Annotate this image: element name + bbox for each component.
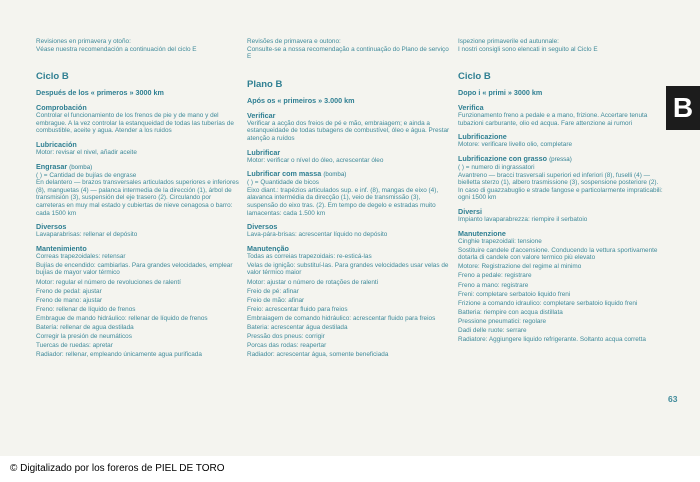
section-lubrication: [247, 148, 452, 165]
section-title: Diversi: [458, 206, 482, 216]
section-maintenance: [458, 229, 663, 344]
list-item: Radiatore: Aggiungere liquido refrigerante. Soltanto acqua corretta: [458, 336, 646, 344]
section-check: [36, 103, 241, 135]
section-title: Lubrificar: [247, 147, 281, 157]
section-title-text: Engrasar: [36, 161, 68, 171]
list-item: Motor: regular el número de revoluciones de ralentí: [36, 278, 181, 286]
section-maintenance: [247, 244, 452, 359]
column-spanish: [36, 38, 241, 364]
section-grease: [247, 169, 452, 217]
page-number: 63: [668, 394, 678, 404]
intro-note: [458, 38, 663, 53]
list-item: Embrague de mando hidráulico: rellenar de líquido de frenos: [36, 314, 208, 322]
section-text: Lava-pára-brisas: acrescentar líquido no depósito: [247, 231, 388, 239]
list-item: Porcas das rodas: reapertar: [247, 342, 327, 350]
section-lubrication: [36, 140, 241, 157]
section-grease: [458, 154, 663, 202]
section-text: Lavaparabrisas: rellenar el depósito: [36, 231, 138, 239]
intro-line: Revisiones en primavera y otoño:: [36, 38, 131, 45]
list-item: Freio de mão: afinar: [247, 296, 305, 304]
footer-credit: © Digitalizado por los foreros de PIEL DE TORO: [10, 463, 225, 474]
list-item: Freno de mano: ajustar: [36, 296, 103, 304]
section-title: Manutenzione: [458, 228, 506, 238]
list-item: Freni: completare serbatoio liquido freni: [458, 290, 571, 298]
section-text: Funzionamento freno a pedale e a mano, frizione. Accertare tenuta tubazioni carburante, olio ed acqua. Fare attenzione ai rumori: [458, 112, 648, 127]
section-title: Lubricación: [36, 139, 77, 149]
section-title-note: (pressa): [549, 155, 572, 163]
section-text: Controlar el funcionamiento de los frenos de pie y de mano y del embrague. A la vez controlar la estanqueidad de todas las tuberías de combustible, aceite y agua. Atender a los ruidos: [36, 112, 234, 135]
section-title-text: Lubrificar com massa: [247, 169, 322, 179]
section-text: Motor: verificar o nível do óleo, acrescentar óleo: [247, 156, 384, 164]
column-portuguese: [247, 38, 452, 364]
list-item: Radiador: rellenar, empleando únicamente agua purificada: [36, 351, 202, 359]
list-item: Sostituire candele d'accensione. Conducendo la vettura sportivamente dotarla di candele con valore termico più elevato: [458, 246, 658, 262]
list-item: Tuercas de ruedas: apretar: [36, 342, 113, 350]
list-item: Batteria: riempire con acqua distillata: [458, 308, 563, 316]
column-italian: [458, 38, 663, 349]
section-text: Motore: verificare livello olio, completare: [458, 141, 573, 149]
section-tab: B: [666, 86, 700, 130]
list-item: Frizione a comando idraulico: completare serbatoio liquido freni: [458, 299, 638, 307]
list-item: Bujías de encendido: cambiarlas. Para grandes velocidades, emplear bujías de mayor valor térmico: [36, 261, 233, 277]
list-item: Pressione pneumatici: regolare: [458, 317, 547, 325]
intro-line: Véase nuestra recomendación a continuación del ciclo E: [36, 45, 197, 53]
section-maintenance: [36, 244, 241, 359]
section-grease: [36, 162, 241, 218]
after-km-heading: Dopo i « primi » 3000 km: [458, 88, 543, 98]
list-item: Pressão dos pneus: corrigir: [247, 333, 325, 341]
section-title: Diversos: [247, 222, 278, 232]
cycle-heading: Ciclo B: [36, 71, 69, 83]
section-title: Mantenimiento: [36, 243, 87, 253]
section-title: Verifica: [458, 103, 484, 113]
section-title-text: Lubrificazione con grasso: [458, 153, 548, 163]
list-item: Motor: ajustar o número de rotações de ralenti: [247, 278, 379, 286]
list-item: Corregir la presión de neumáticos: [36, 333, 132, 341]
section-text: ( ) = Quantidade de bicos: [247, 179, 319, 187]
after-km-heading: Después de los « primeros » 3000 km: [36, 88, 164, 98]
section-lubrication: [458, 132, 663, 149]
section-misc: [247, 222, 452, 239]
intro-line: I nostri consigli sono elencati in seguito al Ciclo E: [458, 45, 598, 53]
list-item: Embraiagem de comando hidráulico: acrescentar fluido para freios: [247, 314, 436, 322]
list-item: Correas trapezoidales: retensar: [36, 252, 126, 260]
section-title-note: (bomba): [69, 163, 93, 171]
list-item: Batería: rellenar de agua destilada: [36, 323, 134, 331]
list-item: Freio de pé: afinar: [247, 287, 299, 295]
section-check: [458, 103, 663, 127]
list-item: Radiador: acrescentar água, somente beneficiada: [247, 351, 389, 359]
intro-line: Consulte-se a nossa recomendação a continuação do Plano de serviço E: [247, 45, 449, 61]
section-title-note: (bomba): [323, 171, 347, 179]
intro-line: Revisões de primavera e outono:: [247, 38, 341, 45]
section-text: ( ) = numero di ingrassatori: [458, 163, 535, 171]
list-item: Freio: acrescentar fluido para freios: [247, 305, 348, 313]
section-title: Diversos: [36, 222, 67, 232]
list-item: Freno a pedale: registrare: [458, 272, 532, 280]
cycle-heading: Plano B: [247, 78, 283, 90]
list-item: Freno: rellenar de líquido de frenos: [36, 305, 136, 313]
section-title: [247, 169, 452, 179]
section-text: Impianto lavaparabrezza: riempire il serbatoio: [458, 215, 588, 223]
list-item: Freno de pedal: ajustar: [36, 287, 102, 295]
section-text: Motor: revisar el nivel, añadir aceite: [36, 148, 137, 156]
cycle-heading: Ciclo B: [458, 71, 491, 83]
section-title: [458, 154, 663, 164]
intro-note: [247, 38, 452, 61]
list-item: Cinghie trapezoidali: tensione: [458, 237, 542, 245]
section-misc: [458, 207, 663, 224]
section-title: Verificar: [247, 110, 276, 120]
list-item: Motore: Registrazione del regime al minimo: [458, 263, 582, 271]
list-item: Velas de ignição: substituí-las. Para grandes velocidades usar velas de valor térmico maior: [247, 261, 449, 277]
section-text: Verificar a acção dos freios de pé e mão, embraiagem; e ainda a estanqueidade de todas tubagens de combustível, óleo e água. Prestar atenção a ruídos: [247, 119, 450, 142]
section-text: Eixo diant.: trapézios articulados sup. e inf. (8), mangas de eixo (4), alavanca intermédia da direcção (1), veio de transmissão (3), suspensão do eixo tras. (2). Em tempo de degelo e estradas muito lamacentas: cada 1.500 km: [247, 186, 439, 217]
section-title: [36, 162, 241, 172]
section-check: [247, 111, 452, 143]
section-title: Comprobación: [36, 103, 87, 113]
list-item: Freno a mano: registrare: [458, 281, 529, 289]
list-item: Dadi delle ruote: serrare: [458, 326, 527, 334]
intro-line: Ispezione primaverile ed autunnale:: [458, 38, 559, 45]
intro-note: [36, 38, 241, 53]
after-km-heading: Após os « primeiros » 3.000 km: [247, 95, 355, 105]
section-text: En delantero — brazos transversales articulados superiores e inferiores (8), manguetas (4) — palanca intermedia de la dirección (1), árbol de transmisión (3), suspensión del eje trasero (2). Circulando por carreteras en muy mal estado y cubiertas de nieve cenagosa o barro: cada 1500 km: [36, 179, 239, 217]
section-text: ( ) = Cantidad de bujías de engrase: [36, 171, 137, 179]
section-misc: [36, 222, 241, 239]
section-text: Avantreno — bracci trasversali superiori ed inferiori (8), fuselli (4) — bielletta sterzo (1), albero trasmissione (3), sospensione posteriore (2). In caso di guazzabuglio e strade fangose e particolarmente impraticabili: ogni 1500 km: [458, 171, 663, 202]
section-title: Manutenção: [247, 243, 289, 253]
list-item: Todas as correias trapezoidais: re-esticá-las: [247, 252, 372, 260]
section-title: Lubrificazione: [458, 132, 507, 142]
list-item: Bateria: acrescentar água destilada: [247, 323, 348, 331]
